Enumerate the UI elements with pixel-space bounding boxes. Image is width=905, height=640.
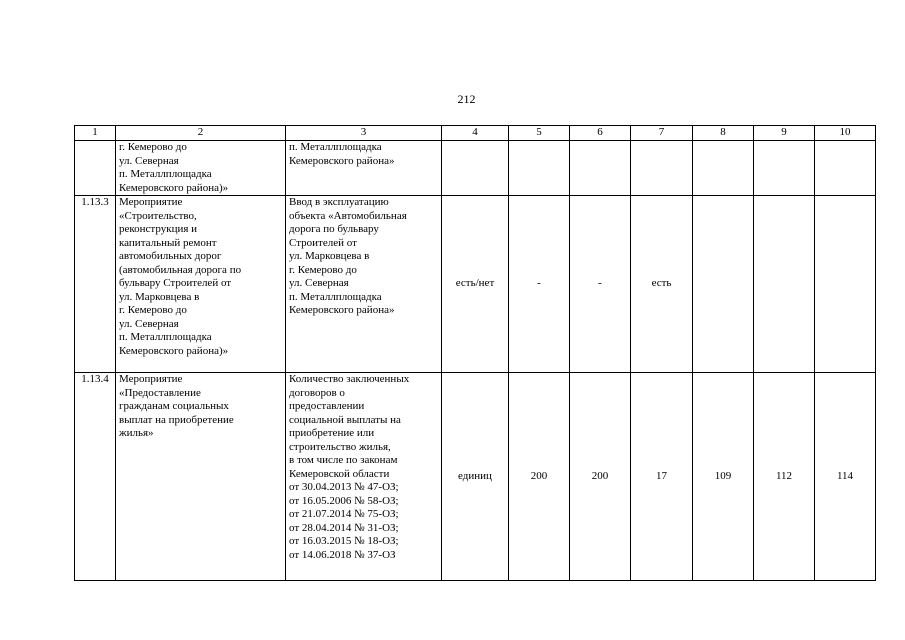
value-cell [631,141,693,196]
unit-cell: единиц [442,373,509,581]
value-cell [693,141,754,196]
column-header: 1 [75,126,116,141]
value-cell: - [570,196,631,373]
indicator-cell: Количество заключенных договоров о предоставлении социальной выплаты на приобретение или строительство жилья, в том числе по законам Кемеровской области от 30.04.2013 № 47-ОЗ; от 16.05.2006 № 58-ОЗ; от 21.07.2014 № 75-ОЗ; от 28.04.2014 № 31-ОЗ; от 16.03.2015 № 18-ОЗ; от 14.06.2018 № 37-ОЗ [286,373,442,581]
value-cell [754,141,815,196]
column-header: 10 [815,126,876,141]
page-number: 212 [457,92,476,106]
value-cell [693,196,754,373]
column-header: 5 [509,126,570,141]
column-header: 9 [754,126,815,141]
row-number-cell: 1.13.3 [75,196,116,373]
row-number-cell [75,141,116,196]
activity-cell: Мероприятие «Строительство, реконструкция и капитальный ремонт автомобильных дорог (автомобильная дорога по бульвару Строителей от ул. Марковцева в г. Кемерово до ул. Северная п. Металлплощадка Кемеровского района)» [116,196,286,373]
column-header: 6 [570,126,631,141]
activity-cell: Мероприятие «Предоставление гражданам социальных выплат на приобретение жилья» [116,373,286,581]
unit-cell: есть/нет [442,196,509,373]
table-row [75,141,876,196]
value-cell: есть [631,196,693,373]
column-header: 7 [631,126,693,141]
value-cell [570,141,631,196]
column-header: 4 [442,126,509,141]
indicator-cell: Ввод в эксплуатацию объекта «Автомобильная дорога по бульвару Строителей от ул. Марковцева в г. Кемерово до ул. Северная п. Металлплощадка Кемеровского района» [286,196,442,373]
value-cell [754,196,815,373]
table-row [75,196,876,373]
column-header: 3 [286,126,442,141]
header-row [75,126,876,141]
column-header: 2 [116,126,286,141]
value-cell: 200 [570,373,631,581]
table-row [75,373,876,581]
indicators-table [74,125,876,581]
value-cell: 17 [631,373,693,581]
value-cell [815,141,876,196]
value-cell [815,196,876,373]
value-cell: 109 [693,373,754,581]
value-cell: 112 [754,373,815,581]
value-cell: - [509,196,570,373]
value-cell: 200 [509,373,570,581]
row-number-cell: 1.13.4 [75,373,116,581]
activity-cell: г. Кемерово до ул. Северная п. Металлплощадка Кемеровского района)» [116,141,286,196]
value-cell [509,141,570,196]
unit-cell [442,141,509,196]
column-header: 8 [693,126,754,141]
indicator-cell: п. Металлплощадка Кемеровского района» [286,141,442,196]
value-cell: 114 [815,373,876,581]
